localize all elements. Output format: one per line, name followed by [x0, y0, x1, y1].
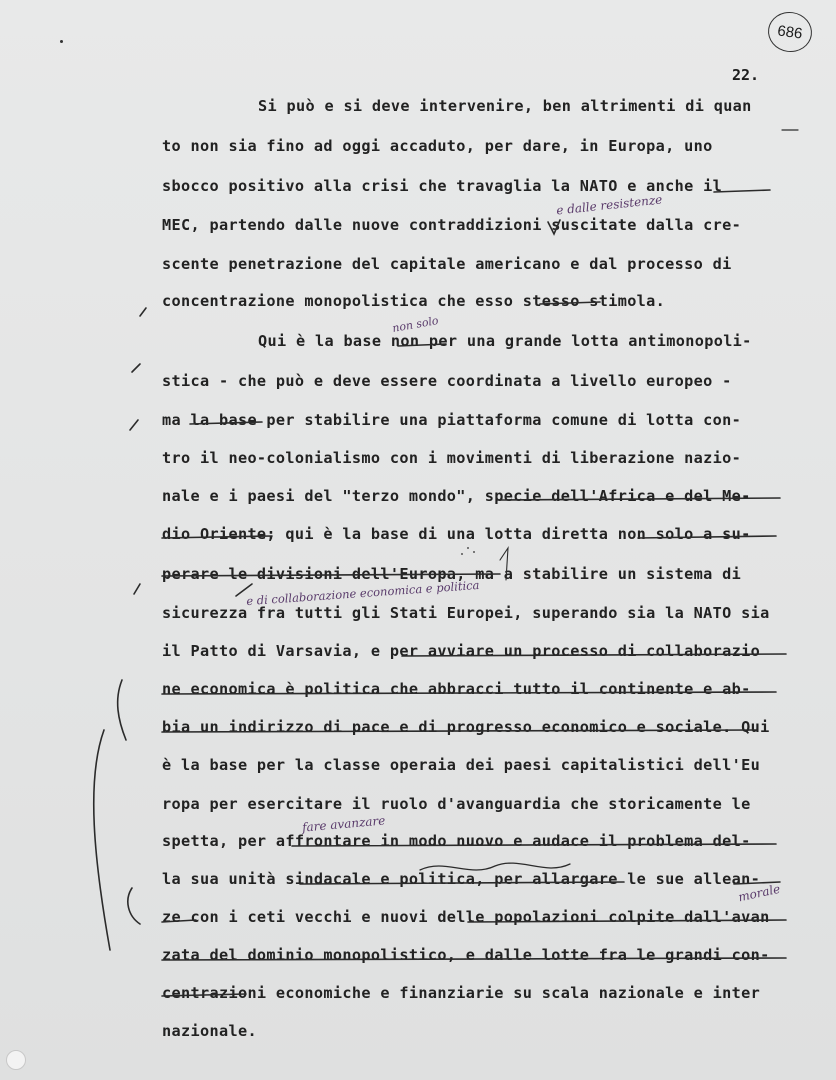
text-line-15: il Patto di Varsavia, e per avviare un processo di collaborazio: [162, 642, 761, 660]
handwritten-insert-morale: morale: [737, 881, 782, 905]
caret-suscitate: [548, 220, 560, 234]
text-line-12: dio Oriente; qui è la base di una lotta diretta non solo a su-: [162, 525, 751, 543]
text-line-25: nazionale.: [162, 1022, 257, 1040]
page-number: 22.: [732, 66, 760, 84]
strike-la-base: [190, 422, 262, 424]
text-line-6: concentrazione monopolistica che esso stesso stimola.: [162, 292, 666, 310]
bracket-ma: [500, 548, 508, 580]
strike-per-avviare: [402, 654, 786, 656]
text-line-1: Si può e si deve intervenire, ben altrimenti di quan: [258, 97, 752, 115]
text-line-4: MEC, partendo dalle nuove contraddizioni suscitate dalla cre-: [162, 216, 742, 234]
strike-stesso: [540, 302, 600, 304]
handwritten-insert-resistenze: e dalle resistenze: [555, 192, 663, 218]
strike-ne-economica: [162, 692, 776, 694]
archive-number: 686: [776, 21, 804, 43]
text-line-13: perare le divisioni dell'Europa, ma a stabilire un sistema di: [162, 565, 742, 583]
text-line-14: sicurezza fra tutti gli Stati Europei, superando sia la NATO sia: [162, 604, 770, 622]
margin-tick-4: [134, 584, 140, 594]
speck-mark: [461, 553, 463, 555]
margin-tick-3: [130, 420, 138, 430]
strike-dio-oriente: [162, 536, 272, 538]
speck-mark: [473, 551, 475, 553]
wavy-mark: [420, 863, 570, 870]
text-line-22: ze con i ceti vecchi e nuovi delle popolazioni colpite dall'avan: [162, 908, 770, 926]
text-line-7: Qui è la base non per una grande lotta antimonopoli-: [258, 332, 752, 350]
text-line-21: la sua unità sindacale e politica, per allargare le sue allean-: [162, 870, 761, 888]
text-line-10: tro il neo-colonialismo con i movimenti di liberazione nazio-: [162, 449, 742, 467]
strike-non-solo: [638, 536, 776, 538]
text-line-11: nale e i paesi del "terzo mondo", specie dell'Africa e del Me-: [162, 487, 751, 505]
text-line-8: stica - che può e deve essere coordinata a livello europeo -: [162, 372, 732, 390]
text-line-9: ma la base per stabilire una piattaforma comune di lotta con-: [162, 411, 742, 429]
margin-bracket-2: [94, 730, 110, 950]
strike-avan: [734, 882, 780, 884]
text-line-19: ropa per esercitare il ruolo d'avanguardia che storicamente le: [162, 795, 751, 813]
margin-tick-1: [140, 308, 146, 316]
margin-bracket-3: [128, 888, 140, 924]
text-line-5: scente penetrazione del capitale americano e dal processo di: [162, 255, 732, 273]
text-line-3: sbocco positivo alla crisi che travaglia la NATO e anche il: [162, 177, 723, 195]
strike-anche: [714, 190, 770, 192]
handwritten-insert-fare-avanzare: fare avanzare: [301, 813, 386, 835]
strike-dalle-lotte: [468, 920, 786, 922]
strike-affrontare: [292, 844, 776, 846]
strike-centrazioni: [162, 958, 786, 960]
text-line-17: bia un indirizzo di pace e di progresso economico e sociale. Qui: [162, 718, 770, 736]
margin-bracket-1: [118, 680, 126, 740]
text-line-20: spetta, per affrontare in modo nuovo e audace il problema del-: [162, 832, 751, 850]
strike-nazionale: [162, 994, 246, 996]
text-line-18: è la base per la classe operaia dei paesi capitalistici dell'Eu: [162, 756, 761, 774]
strike-perare: [162, 574, 500, 576]
text-line-2: to non sia fino ad oggi accaduto, per dare, in Europa, uno: [162, 137, 713, 155]
margin-tick-2: [132, 364, 140, 372]
handwritten-insert-collaborazione: e di collaborazione economica e politica: [245, 577, 480, 609]
strike-specie: [498, 498, 780, 500]
handwritten-insert-nonsolo: non solo: [391, 314, 440, 335]
text-line-24: centrazioni economiche e finanziarie su scala nazionale e inter: [162, 984, 761, 1002]
text-line-16: ne economica è politica che abbracci tutto il continente e ab-: [162, 680, 751, 698]
text-line-23: zata del dominio monopolistico, e dalle lotte fra le grandi con-: [162, 946, 770, 964]
strike-non: [398, 344, 446, 346]
strike-zata: [162, 920, 196, 922]
strike-bia: [162, 730, 756, 732]
speck-mark: [467, 547, 469, 549]
caret-sicurezza: [236, 584, 252, 596]
strike-vecchi: [300, 882, 624, 884]
